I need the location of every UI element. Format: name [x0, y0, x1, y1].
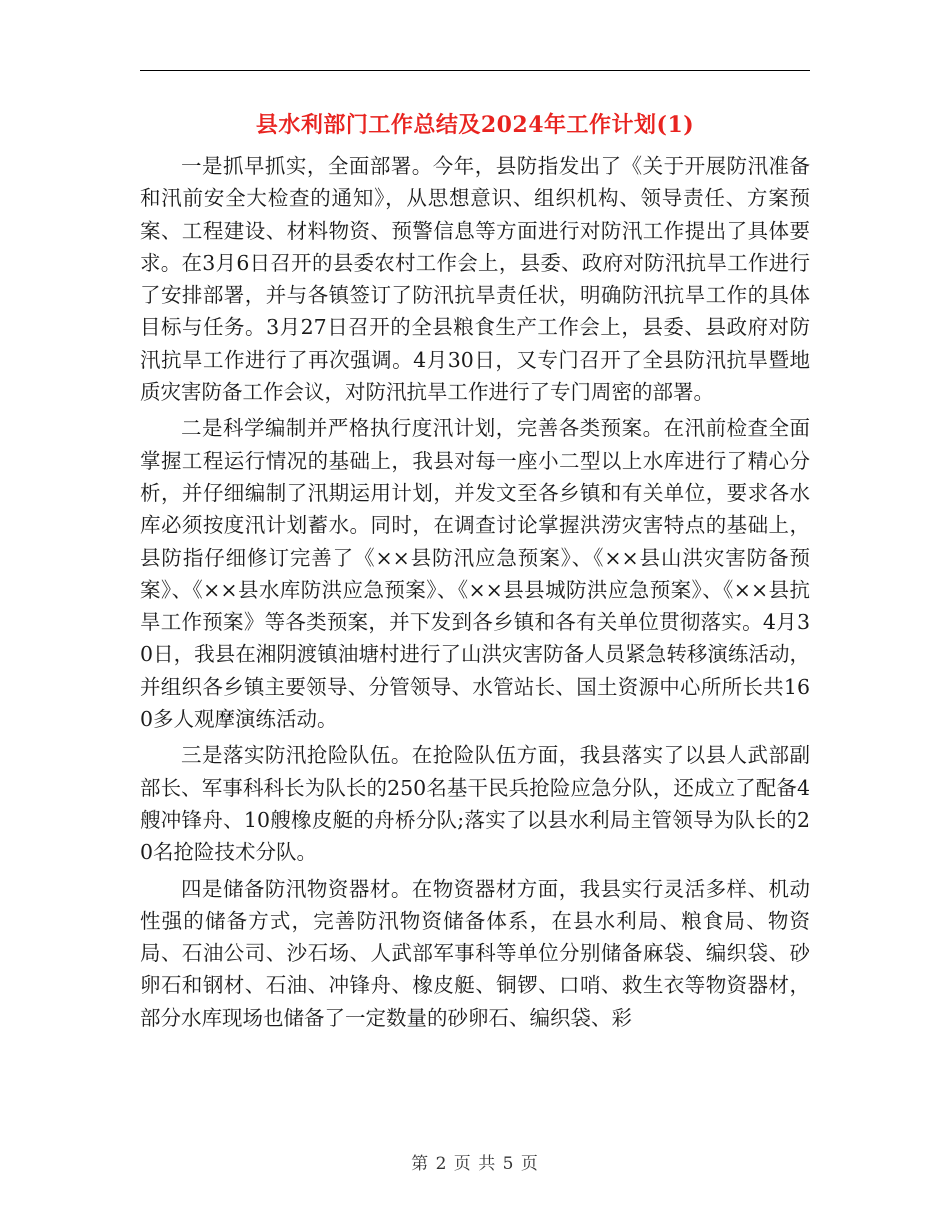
- document-body: [140, 150, 810, 1038]
- paragraph-4: 四是储备防汛物资器材。在物资器材方面，我县实行灵活多样、机动性强的储备方式，完善防汛物资储备体系，在县水利局、粮食局、物资局、石油公司、沙石场、人武部军事科等单位分别储备麻袋、编织袋、砂卵石和钢材、石油、冲锋舟、橡皮艇、铜锣、口哨、救生衣等物资器材，部分水库现场也储备了一定数量的砂卵石、编织袋、彩: [140, 876, 810, 1030]
- paragraph-3: 三是落实防汛抢险队伍。在抢险队伍方面，我县落实了以县人武部副部长、军事科科长为队长的250名基干民兵抢险应急分队，还成立了配备4艘冲锋舟、10艘橡皮艇的舟桥分队;落实了以县水利局主管领导为队长的20名抢险技术分队。: [140, 743, 810, 865]
- paragraph-2: 二是科学编制并严格执行度汛计划，完善各类预案。在汛前检查全面掌握工程运行情况的基础上，我县对每一座小二型以上水库进行了精心分析，并仔细编制了汛期运用计划，并发文至各乡镇和有关单位，要求各水库必须按度汛计划蓄水。同时，在调查讨论掌握洪涝灾害特点的基础上，县防指仔细修订完善了《××县防汛应急预案》、《××县山洪灾害防备预案》、《××县水库防洪应急预案》、《××县县城防洪应急预案》、《××县抗旱工作预案》等各类预案，并下发到各乡镇和各有关单位贯彻落实。4月30日，我县在湘阴渡镇油塘村进行了山洪灾害防备人员紧急转移演练活动，并组织各乡镇主要领导、分管领导、水管站长、国土资源中心所所长共160多人观摩演练活动。: [140, 416, 810, 732]
- paragraph-1: 一是抓早抓实，全面部署。今年，县防指发出了《关于开展防汛准备和汛前安全大检查的通知》，从思想意识、组织机构、领导责任、方案预案、工程建设、材料物资、预警信息等方面进行对防汛工作提出了具体要求。在3月6日召开的县委农村工作会上，县委、政府对防汛抗旱工作进行了安排部署，并与各镇签订了防汛抗旱责任状，明确防汛抗旱工作的具体目标与任务。3月27日召开的全县粮食生产工作会上，县委、县政府对防汛抗旱工作进行了再次强调。4月30日，又专门召开了全县防汛抗旱暨地质灾害防备工作会议，对防汛抗旱工作进行了专门周密的部署。: [140, 154, 810, 405]
- header-rule: [140, 70, 810, 71]
- document-title: 县水利部门工作总结及2024年工作计划(1): [255, 112, 695, 138]
- page-number-footer: 第 2 页 共 5 页: [411, 1154, 539, 1174]
